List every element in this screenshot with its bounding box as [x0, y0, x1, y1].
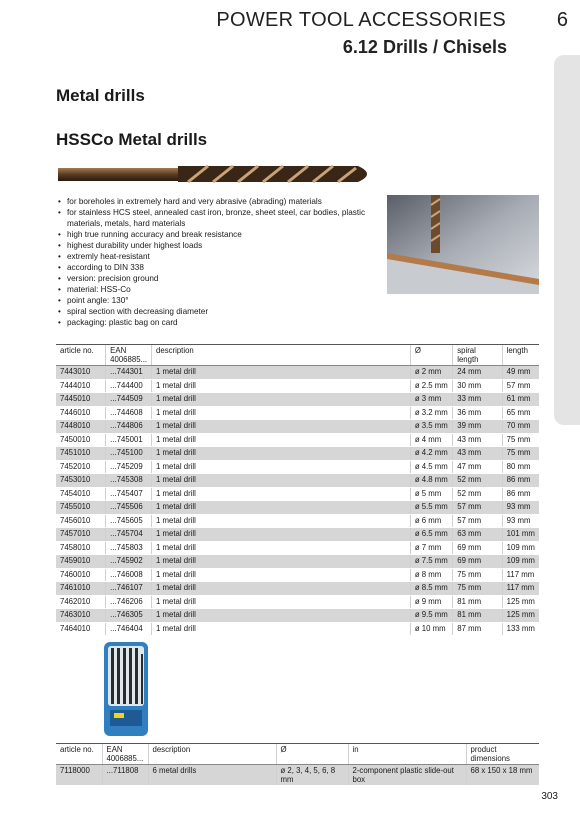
table-cell: 57 mm	[453, 514, 502, 528]
page-number: 303	[541, 791, 558, 802]
feature-item: • highest durability under highest loads	[58, 240, 378, 251]
table-cell: ...745100	[106, 447, 152, 461]
table-cell: 7453010	[56, 474, 106, 488]
table-cell: 30 mm	[453, 379, 502, 393]
drill-set-table-header	[56, 744, 539, 765]
table-cell: 7451010	[56, 447, 106, 461]
table-cell: 47 mm	[453, 460, 502, 474]
table-cell: ø 10 mm	[410, 622, 452, 636]
table-cell: 7452010	[56, 460, 106, 474]
feature-item: • high true running accuracy and break resistance	[58, 229, 378, 240]
table-cell: 7444010	[56, 379, 106, 393]
table-cell: ...711808	[102, 765, 148, 786]
table-cell: ø 5 mm	[410, 487, 452, 501]
feature-item: • packaging: plastic bag on card	[58, 317, 378, 328]
drill-sizes-table	[56, 344, 539, 636]
table-cell: 133 mm	[502, 622, 539, 636]
table-cell: 69 mm	[453, 541, 502, 555]
table-cell: ...746008	[106, 568, 152, 582]
table-cell: ...744509	[106, 393, 152, 407]
table-cell: 7118000	[56, 765, 102, 786]
table-row	[56, 406, 539, 420]
feature-item: • material: HSS-Co	[58, 284, 378, 295]
table-cell: 49 mm	[502, 366, 539, 380]
table-header-row	[56, 345, 539, 366]
table-row	[56, 420, 539, 434]
table-cell: 125 mm	[502, 609, 539, 623]
table-cell: 1 metal drill	[152, 501, 411, 515]
drilling-photo	[387, 195, 539, 294]
drill-set-box-image	[98, 640, 154, 738]
table-cell: ø 3.5 mm	[410, 420, 452, 434]
table-cell: 1 metal drill	[152, 622, 411, 636]
feature-item: • point angle: 130°	[58, 295, 378, 306]
table-row	[56, 528, 539, 542]
table-cell: 43 mm	[453, 433, 502, 447]
table-cell: 39 mm	[453, 420, 502, 434]
table-cell: 1 metal drill	[152, 406, 411, 420]
table-row	[56, 595, 539, 609]
table-row	[56, 393, 539, 407]
table-cell: ...745704	[106, 528, 152, 542]
table-row	[56, 555, 539, 569]
table-cell: 7459010	[56, 555, 106, 569]
table-cell: 1 metal drill	[152, 366, 411, 380]
table-cell: ø 2 mm	[410, 366, 452, 380]
table-cell: 1 metal drill	[152, 541, 411, 555]
table-row	[56, 765, 539, 786]
table-cell: 7454010	[56, 487, 106, 501]
table-cell: ø 2.5 mm	[410, 379, 452, 393]
table-cell: 1 metal drill	[152, 379, 411, 393]
table-cell: 61 mm	[502, 393, 539, 407]
table-cell: ...745803	[106, 541, 152, 555]
table-cell: ...745209	[106, 460, 152, 474]
table-header-cell: Ø	[410, 345, 452, 366]
table-cell: ø 9 mm	[410, 595, 452, 609]
drill-set-table	[56, 743, 539, 786]
table-cell: ...746107	[106, 582, 152, 596]
table-cell: 52 mm	[453, 474, 502, 488]
table-cell: 1 metal drill	[152, 420, 411, 434]
table-cell: 1 metal drill	[152, 582, 411, 596]
table-cell: 68 x 150 x 18 mm	[466, 765, 539, 786]
table-header-cell: in	[348, 744, 466, 765]
table-cell: 1 metal drill	[152, 460, 411, 474]
table-cell: 2-component plastic slide-out box	[348, 765, 466, 786]
feature-item: • for boreholes in extremely hard and very abrasive (abrading) materials	[58, 196, 378, 207]
table-cell: 75 mm	[453, 582, 502, 596]
table-cell: ...745902	[106, 555, 152, 569]
table-cell: ø 8.5 mm	[410, 582, 452, 596]
table-cell: 43 mm	[453, 447, 502, 461]
table-cell: 81 mm	[453, 595, 502, 609]
table-cell: 7457010	[56, 528, 106, 542]
table-cell: 1 metal drill	[152, 487, 411, 501]
table-cell: ...744400	[106, 379, 152, 393]
table-cell: ...744608	[106, 406, 152, 420]
table-cell: ...745605	[106, 514, 152, 528]
table-cell: 7458010	[56, 541, 106, 555]
drill-bit-image	[58, 160, 378, 188]
table-cell: ...746206	[106, 595, 152, 609]
table-row	[56, 474, 539, 488]
table-cell: 1 metal drill	[152, 609, 411, 623]
table-cell: 86 mm	[502, 487, 539, 501]
table-cell: ...744806	[106, 420, 152, 434]
table-cell: 52 mm	[453, 487, 502, 501]
table-cell: 101 mm	[502, 528, 539, 542]
table-cell: ø 3 mm	[410, 393, 452, 407]
table-cell: 1 metal drill	[152, 528, 411, 542]
table-cell: ø 9.5 mm	[410, 609, 452, 623]
table-cell: 24 mm	[453, 366, 502, 380]
table-cell: 1 metal drill	[152, 568, 411, 582]
table-cell: 7464010	[56, 622, 106, 636]
table-row	[56, 501, 539, 515]
table-cell: 7463010	[56, 609, 106, 623]
feature-list	[58, 196, 378, 328]
feature-item: • spiral section with decreasing diameter	[58, 306, 378, 317]
table-header-row	[56, 744, 539, 765]
table-cell: 87 mm	[453, 622, 502, 636]
drill-set-table-body	[56, 765, 539, 786]
table-cell: 7443010	[56, 366, 106, 380]
table-row	[56, 366, 539, 380]
table-cell: 1 metal drill	[152, 555, 411, 569]
table-cell: 7456010	[56, 514, 106, 528]
table-cell: 7462010	[56, 595, 106, 609]
table-cell: ...745001	[106, 433, 152, 447]
table-cell: ø 4.5 mm	[410, 460, 452, 474]
table-row	[56, 582, 539, 596]
table-cell: ø 8 mm	[410, 568, 452, 582]
drill-sizes-table-header	[56, 345, 539, 366]
feature-item: • according to DIN 338	[58, 262, 378, 273]
table-header-cell: EAN 4006885...	[106, 345, 152, 366]
table-cell: 70 mm	[502, 420, 539, 434]
table-cell: 57 mm	[502, 379, 539, 393]
table-cell: 65 mm	[502, 406, 539, 420]
table-cell: 69 mm	[453, 555, 502, 569]
table-cell: 80 mm	[502, 460, 539, 474]
table-cell: 1 metal drill	[152, 447, 411, 461]
table-header-cell: Ø	[276, 744, 348, 765]
table-cell: ø 4.8 mm	[410, 474, 452, 488]
heading-metal-drills: Metal drills	[56, 86, 145, 105]
table-cell: 125 mm	[502, 595, 539, 609]
header-section: POWER TOOL ACCESSORIES	[216, 9, 506, 31]
table-cell: ...745308	[106, 474, 152, 488]
table-row	[56, 433, 539, 447]
table-cell: 7460010	[56, 568, 106, 582]
table-cell: 1 metal drill	[152, 393, 411, 407]
table-cell: 117 mm	[502, 582, 539, 596]
chapter-side-tab	[554, 55, 580, 425]
table-cell: 36 mm	[453, 406, 502, 420]
table-cell: 81 mm	[453, 609, 502, 623]
table-cell: 109 mm	[502, 555, 539, 569]
table-cell: ...746404	[106, 622, 152, 636]
table-header-cell: description	[148, 744, 276, 765]
table-row	[56, 622, 539, 636]
table-cell: ø 6.5 mm	[410, 528, 452, 542]
table-cell: 1 metal drill	[152, 433, 411, 447]
table-row	[56, 541, 539, 555]
table-cell: ...745407	[106, 487, 152, 501]
feature-item: • version: precision ground	[58, 273, 378, 284]
table-row	[56, 447, 539, 461]
table-cell: 1 metal drill	[152, 514, 411, 528]
table-header-cell: description	[152, 345, 411, 366]
table-cell: 7446010	[56, 406, 106, 420]
table-row	[56, 487, 539, 501]
table-header-cell: spiral length	[453, 345, 502, 366]
drill-sizes-table-body	[56, 366, 539, 636]
header-chapter-number: 6	[556, 9, 568, 31]
table-cell: 57 mm	[453, 501, 502, 515]
table-cell: 63 mm	[453, 528, 502, 542]
table-cell: 6 metal drills	[148, 765, 276, 786]
table-cell: ...744301	[106, 366, 152, 380]
feature-item: • for stainless HCS steel, annealed cast iron, bronze, sheet steel, car bodies, plastic materials, metals, hard materials	[58, 207, 378, 229]
table-cell: 7461010	[56, 582, 106, 596]
table-cell: ø 3.2 mm	[410, 406, 452, 420]
table-cell: 75 mm	[502, 433, 539, 447]
table-row	[56, 568, 539, 582]
table-cell: 75 mm	[453, 568, 502, 582]
table-cell: 93 mm	[502, 501, 539, 515]
table-cell: 7445010	[56, 393, 106, 407]
table-cell: 1 metal drill	[152, 595, 411, 609]
table-cell: 1 metal drill	[152, 474, 411, 488]
table-cell: ø 5.5 mm	[410, 501, 452, 515]
table-cell: 75 mm	[502, 447, 539, 461]
table-row	[56, 609, 539, 623]
table-header-cell: article no.	[56, 345, 106, 366]
table-row	[56, 514, 539, 528]
table-cell: 7450010	[56, 433, 106, 447]
heading-hssco-metal-drills: HSSCo Metal drills	[56, 130, 208, 149]
table-row	[56, 460, 539, 474]
table-header-cell: product dimensions	[466, 744, 539, 765]
table-cell: 33 mm	[453, 393, 502, 407]
table-cell: ø 4.2 mm	[410, 447, 452, 461]
table-header-cell: EAN 4006885...	[102, 744, 148, 765]
table-cell: ø 7 mm	[410, 541, 452, 555]
table-row	[56, 379, 539, 393]
table-cell: 7448010	[56, 420, 106, 434]
table-header-cell: length	[502, 345, 539, 366]
feature-item: • extremly heat-resistant	[58, 251, 378, 262]
table-cell: ø 2, 3, 4, 5, 6, 8 mm	[276, 765, 348, 786]
table-cell: 7455010	[56, 501, 106, 515]
table-cell: ø 4 mm	[410, 433, 452, 447]
table-cell: 86 mm	[502, 474, 539, 488]
header-subtitle: 6.12 Drills / Chisels	[342, 37, 507, 57]
table-cell: 109 mm	[502, 541, 539, 555]
table-cell: 93 mm	[502, 514, 539, 528]
table-cell: 117 mm	[502, 568, 539, 582]
table-cell: ø 7.5 mm	[410, 555, 452, 569]
table-cell: ø 6 mm	[410, 514, 452, 528]
table-cell: ...746305	[106, 609, 152, 623]
table-header-cell: article no.	[56, 744, 102, 765]
table-cell: ...745506	[106, 501, 152, 515]
